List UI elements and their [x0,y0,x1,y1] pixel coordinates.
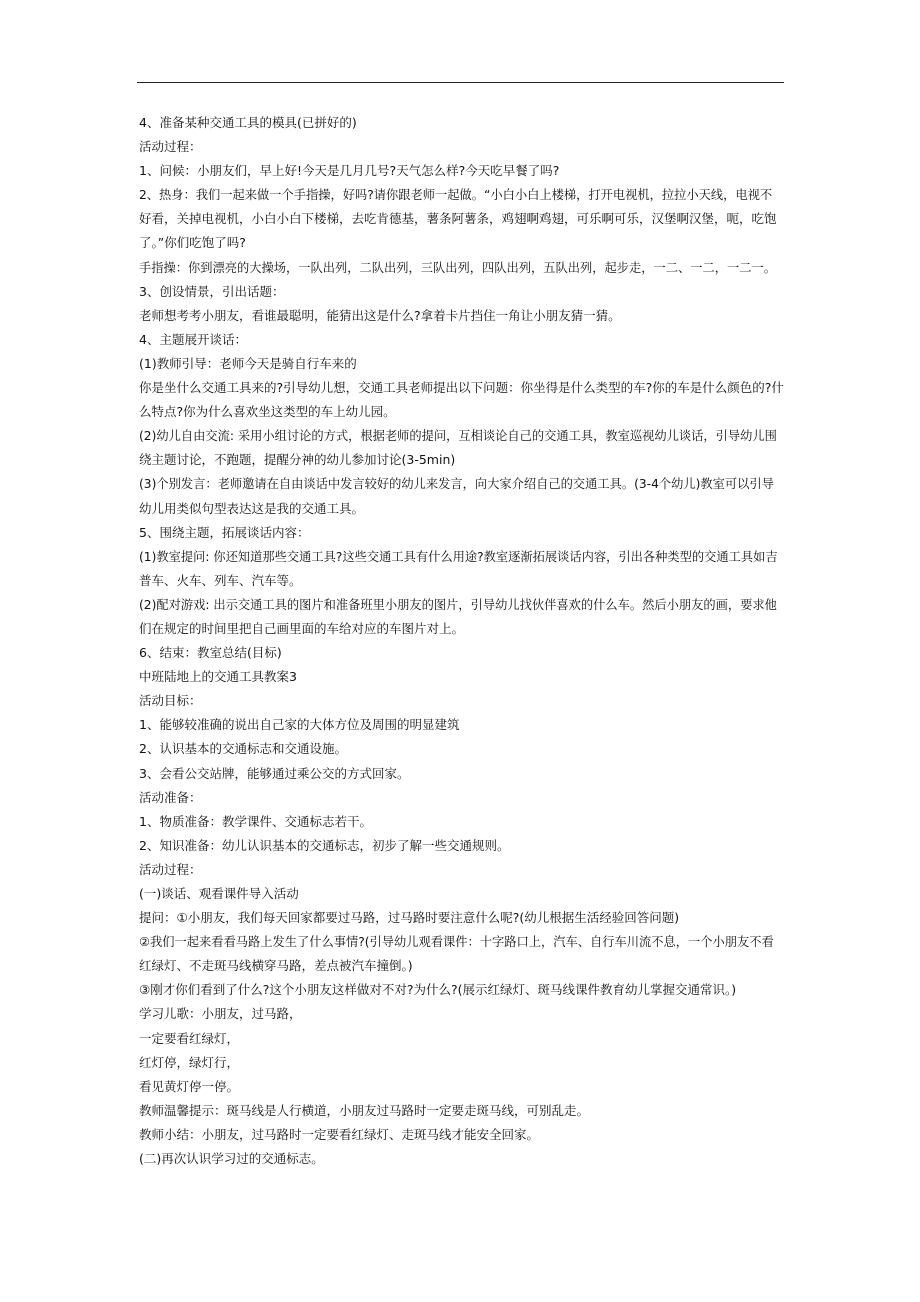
text-line: 1、能够较准确的说出自己家的大体方位及周围的明显建筑 [139,717,460,733]
text-line: 绕主题讨论，不跑题，提醒分神的幼儿参加讨论(3-5min) [139,452,456,468]
text-line: (二)再次认识学习过的交通标志。 [139,1151,324,1167]
text-line: (2)配对游戏: 出示交通工具的图片和准备班里小朋友的图片，引导幼儿找伙伴喜欢的什么车。然后小朋友的画，要求他 [139,597,777,612]
text-line: 手指操：你到漂亮的大操场，一队出列，二队出列，三队出列，四队出列，五队出列，起步走，一二、一二，一二一。 [139,260,776,275]
text-line: 活动准备： [139,789,202,805]
text-line: ②我们一起来看看马路上发生了什么事情?(引导幼儿观看课件：十字路口上，汽车、自行车川流不息，一个小朋友不看 [139,935,774,950]
text-line: (3)个别发言：老师邀请在自由谈话中发言较好的幼儿来发言，向大家介绍自己的交通工具。(3-4个幼儿)教室可以引导 [139,477,774,492]
text-line: 3、会看公交站牌，能够通过乘公交的方式回家。 [139,765,410,781]
text-line: 活动过程： [139,861,202,877]
text-line: 学习儿歌：小朋友，过马路， [139,1006,302,1022]
text-line: 么特点?你为什么喜欢坐这类型的车上幼儿园。 [139,404,396,420]
text-line: (1)教师引导：老师今天是骑自行车来的 [139,355,357,371]
text-line: 1、问候：小朋友们，早上好!今天是几月几号?天气怎么样?今天吃早餐了吗? [139,163,560,179]
text-line: 4、主题展开谈话： [139,331,247,347]
header-rule [137,82,784,83]
text-line: 中班陆地上的交通工具教案3 [139,669,297,685]
text-line: 一定要看红绿灯， [139,1030,240,1046]
text-line: 1、物质准备：教学课件、交通标志若干。 [139,813,372,829]
text-line: 2、知识准备：幼儿认识基本的交通标志，初步了解一些交通规则。 [139,837,510,853]
text-line: 了。”你们吃饱了吗? [139,235,246,251]
text-line: 6、结束：教室总结(目标) [139,645,282,661]
text-line: 5、围绕主题，拓展谈话内容： [139,524,310,540]
text-line: 看见黄灯停一停。 [139,1078,240,1094]
text-line: 2、热身：我们一起来做一个手指操，好吗?请你跟老师一起做。“小白小白上楼梯，打开电视机，拉拉小天线，电视不 [139,188,773,203]
text-line: 红绿灯、不走斑马线横穿马路，差点被汽车撞倒。) [139,958,413,974]
text-line: (1)教室提问: 你还知道那些交通工具?这些交通工具有什么用途?教室逐渐拓展谈话内容，引出各种类型的交通工具如吉 [139,549,778,564]
text-line: 老师想考考小朋友，看谁最聪明，能猜出这是什么?拿着卡片挡住一角让小朋友猜一猜。 [139,307,621,323]
text-line: ③刚才你们看到了什么?这个小朋友这样做对不对?为什么?(展示红绿灯、斑马线课件教育幼儿掌握交通常识。) [139,982,737,998]
text-line: 幼儿用类似句型表达这是我的交通工具。 [139,500,365,516]
text-line: 4、准备某种交通工具的模具(已拼好的) [139,115,357,130]
text-line: 教师小结：小朋友，过马路时一定要看红绿灯、走斑马线才能安全回家。 [139,1126,540,1142]
text-line: 3、创设情景，引出话题： [139,283,285,299]
text-line: (2)幼儿自由交流: 采用小组讨论的方式，根据老师的提问，互相谈论自己的交通工具，教室巡视幼儿谈话，引导幼儿围 [139,429,777,444]
document-body [139,111,784,1171]
text-line: 活动过程： [139,139,202,155]
text-line: 2、认识基本的交通标志和交通设施。 [139,741,347,757]
text-line: 好看，关掉电视机，小白小白下楼梯，去吃肯德基，薯条阿薯条，鸡翅啊鸡翅，可乐啊可乐，汉堡啊汉堡，呃，吃饱 [139,211,777,227]
text-line: 提问：①小朋友，我们每天回家都要过马路，过马路时要注意什么呢?(幼儿根据生活经验回答问题) [139,910,680,926]
text-line: 你是坐什么交通工具来的?引导幼儿想，交通工具老师提出以下问题：你坐得是什么类型的车?你的车是什么颜色的?什 [139,380,784,396]
text-line: 们在规定的时间里把自己画里面的车给对应的车图片对上。 [139,620,465,636]
text-line: (一)谈话、观看课件导入活动 [139,886,299,901]
text-line: 红灯停，绿灯行， [139,1054,240,1070]
text-line: 活动目标： [139,693,202,709]
text-line: 普车、火车、列车、汽车等。 [139,572,302,588]
text-line: 教师温馨提示：斑马线是人行横道，小朋友过马路时一定要走斑马线，可别乱走。 [139,1102,590,1118]
